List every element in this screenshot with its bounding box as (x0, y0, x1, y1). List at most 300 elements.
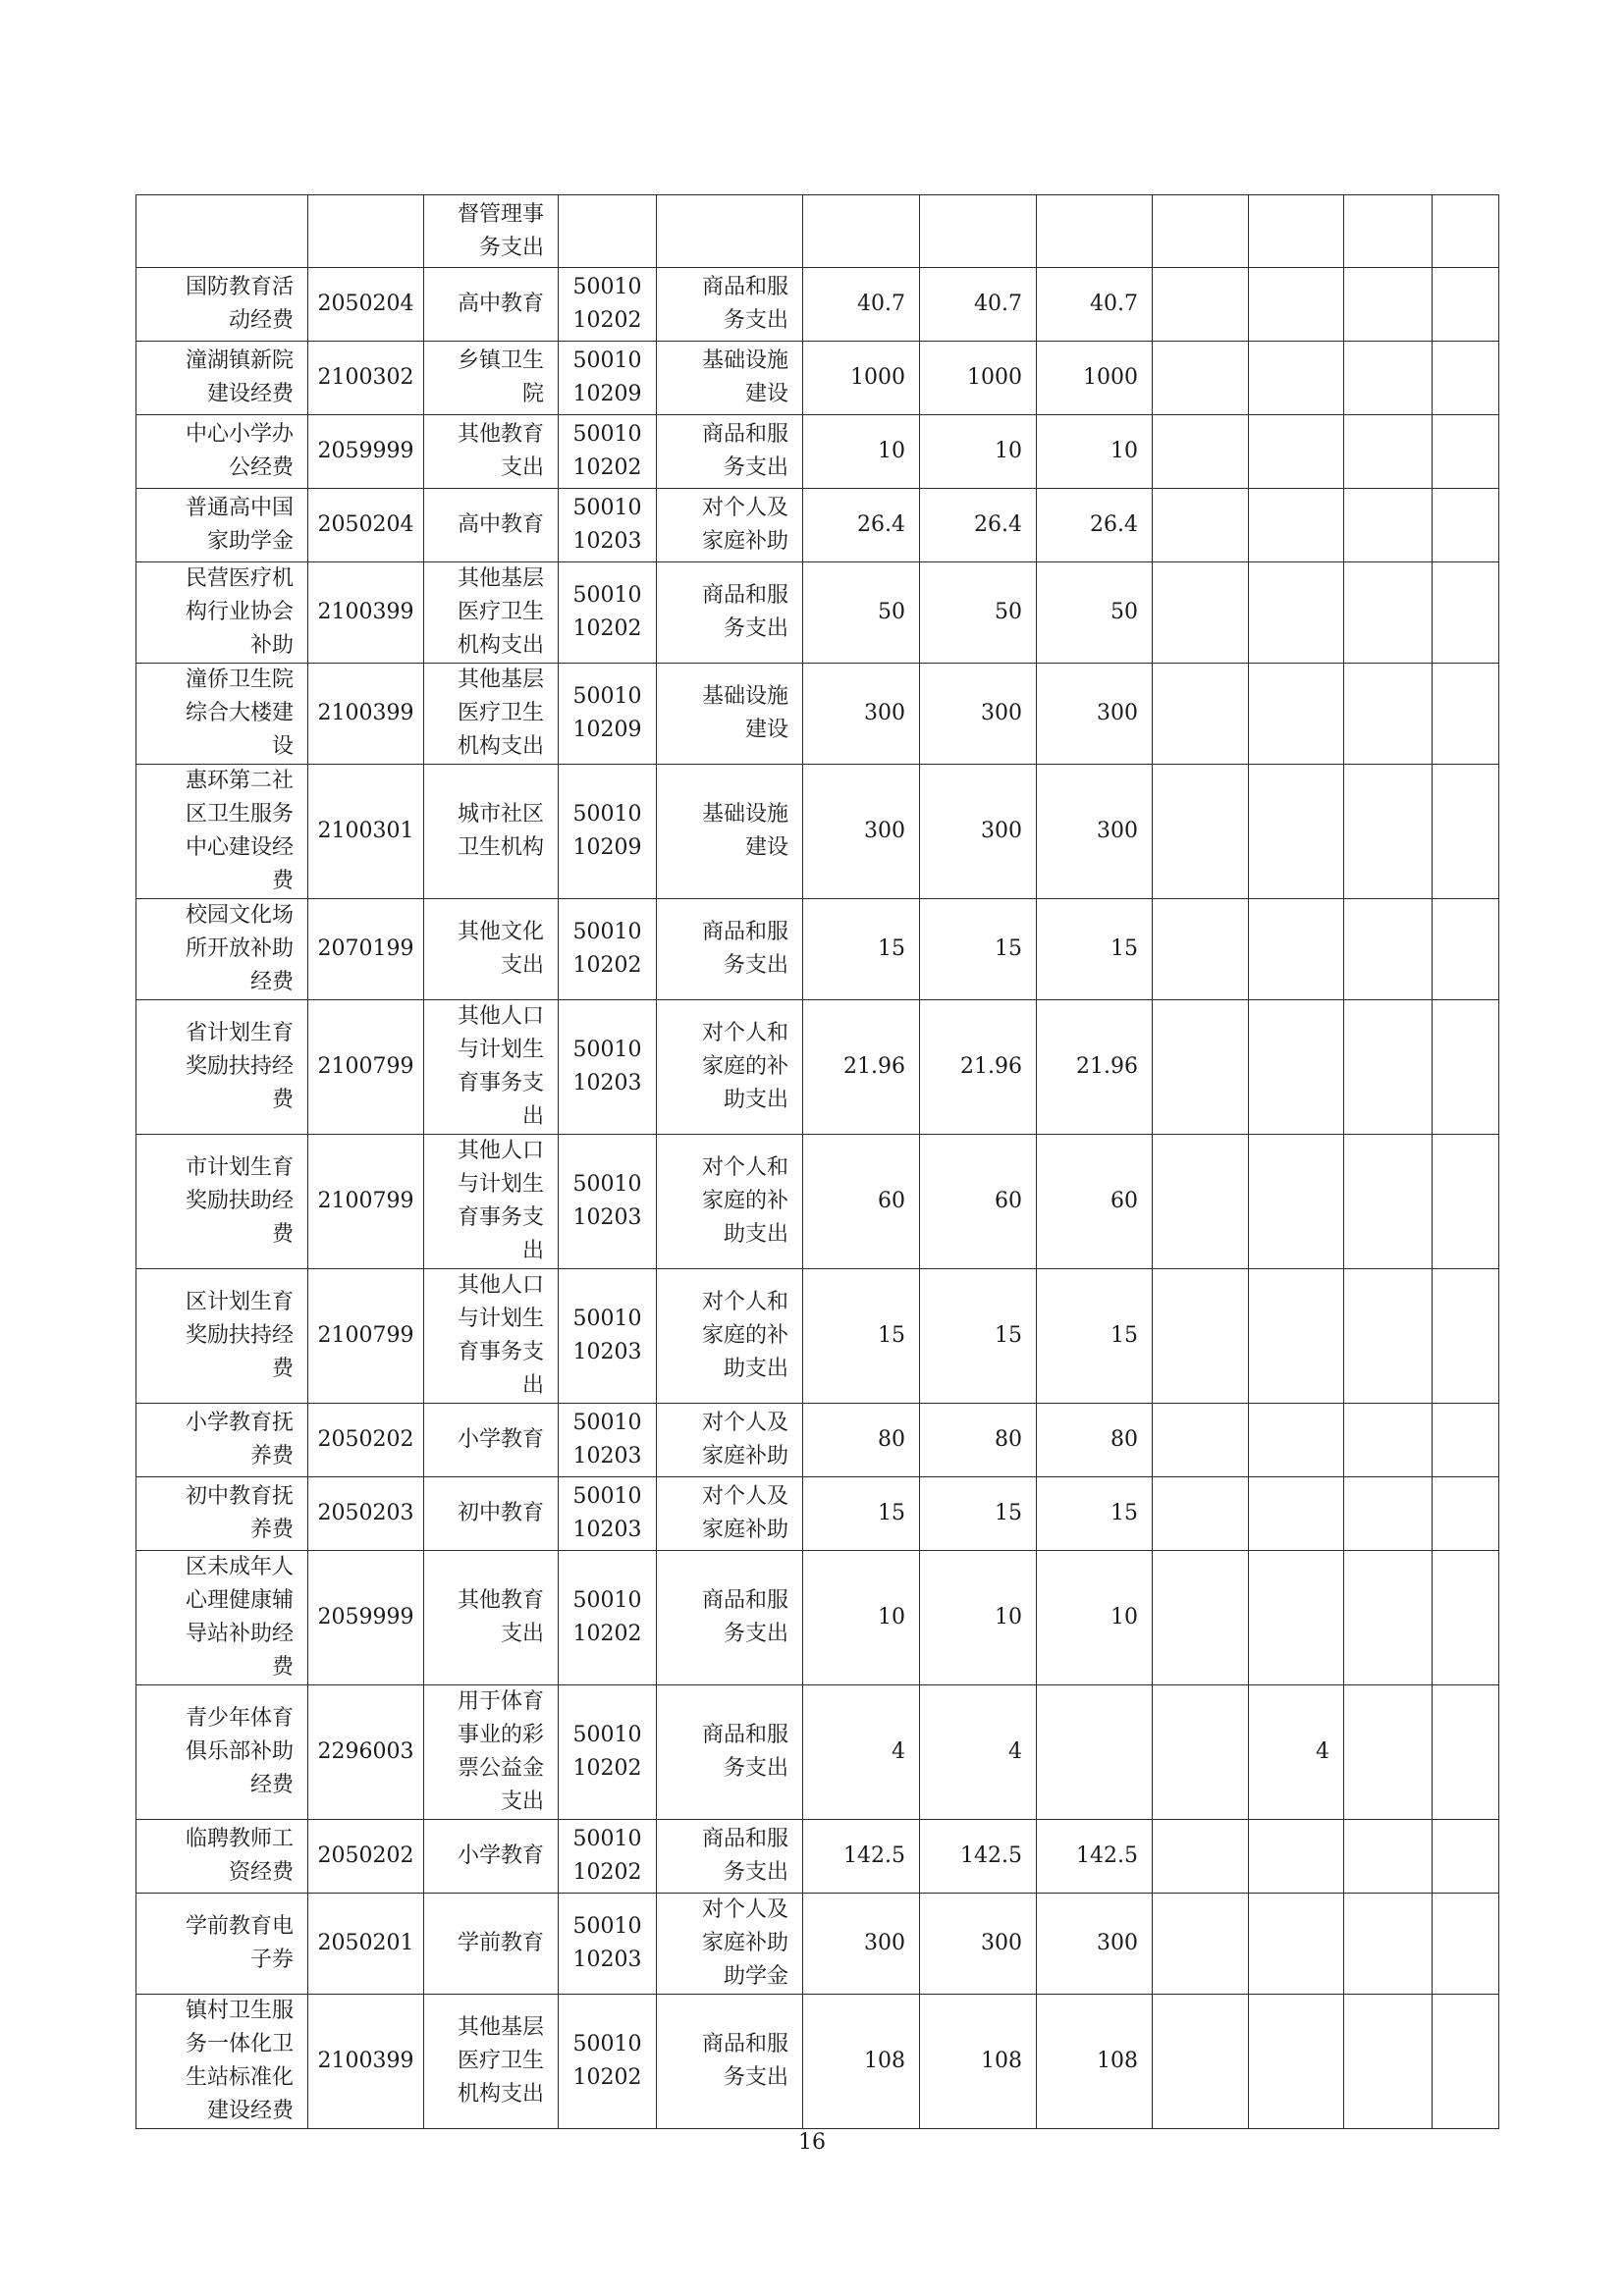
amount-cell-3 (1037, 1404, 1153, 1477)
function-code-cell-text: 2100799 (317, 1054, 414, 1079)
page-number: 16 (798, 2130, 826, 2155)
amount-cell-3 (1037, 899, 1153, 1000)
amount-cell-2 (920, 415, 1037, 489)
project-name-cell (136, 1000, 308, 1135)
total-amount-cell (803, 195, 920, 268)
project-name-cell (136, 1820, 308, 1894)
function-name-cell (424, 195, 559, 268)
economic-name-cell (657, 765, 803, 899)
function-code-cell-text: 2050204 (317, 292, 414, 316)
amount-cell-4 (1153, 765, 1249, 899)
amount-cell-3 (1037, 664, 1153, 765)
economic-code-cell-text: 50010 10202 (572, 920, 642, 978)
amount-cell-3-text: 108 (1097, 2049, 1138, 2073)
project-name-cell-text: 惠环第二社 区卫生服务 中心建设经 费 (185, 769, 294, 893)
amount-cell-7 (1433, 268, 1499, 342)
amount-cell-2 (920, 562, 1037, 664)
function-code-cell (308, 268, 424, 342)
economic-code-cell (559, 415, 657, 489)
function-name-cell (424, 1000, 559, 1135)
function-name-cell (424, 342, 559, 415)
economic-name-cell (657, 1000, 803, 1135)
function-code-cell-text: 2100399 (317, 600, 414, 624)
function-code-cell (308, 1404, 424, 1477)
economic-code-cell-text: 50010 10209 (572, 684, 642, 742)
project-name-cell-text: 区计划生育 奖励扶持经 费 (185, 1290, 294, 1381)
project-name-cell-text: 初中教育抚 养费 (185, 1484, 294, 1542)
function-code-cell-text: 2100301 (317, 819, 414, 843)
total-amount-cell-text: 50 (878, 600, 905, 624)
amount-cell-2-text: 15 (995, 936, 1022, 961)
amount-cell-6 (1344, 1135, 1433, 1269)
amount-cell-3 (1037, 1269, 1153, 1404)
amount-cell-7 (1433, 562, 1499, 664)
economic-name-cell (657, 1894, 803, 1995)
table-row (136, 1135, 1499, 1269)
amount-cell-3-text: 1000 (1083, 365, 1138, 390)
amount-cell-2 (920, 765, 1037, 899)
amount-cell-2 (920, 899, 1037, 1000)
total-amount-cell (803, 1551, 920, 1685)
economic-name-cell (657, 342, 803, 415)
amount-cell-2 (920, 268, 1037, 342)
function-code-cell-text: 2050202 (317, 1843, 414, 1868)
amount-cell-7 (1433, 1894, 1499, 1995)
amount-cell-4 (1153, 489, 1249, 562)
amount-cell-2-text: 108 (981, 2049, 1022, 2073)
economic-code-cell-text: 50010 10203 (572, 1038, 642, 1095)
function-name-cell (424, 1685, 559, 1820)
economic-code-cell (559, 268, 657, 342)
amount-cell-2 (920, 1477, 1037, 1551)
amount-cell-2-text: 21.96 (960, 1054, 1022, 1079)
amount-cell-5 (1249, 562, 1344, 664)
function-name-cell (424, 268, 559, 342)
function-code-cell-text: 2100799 (317, 1189, 414, 1213)
economic-code-cell-text: 50010 10202 (572, 1827, 642, 1885)
function-name-cell (424, 1269, 559, 1404)
economic-name-cell-text: 商品和服 务支出 (701, 583, 788, 641)
function-code-cell (308, 1135, 424, 1269)
amount-cell-3 (1037, 562, 1153, 664)
economic-code-cell-text: 50010 10203 (572, 1411, 642, 1468)
amount-cell-3 (1037, 268, 1153, 342)
economic-code-cell-text: 50010 10203 (572, 1307, 642, 1364)
amount-cell-7 (1433, 1477, 1499, 1551)
table-row (136, 1404, 1499, 1477)
economic-name-cell-text: 对个人和 家庭的补 助支出 (701, 1021, 788, 1112)
economic-name-cell (657, 489, 803, 562)
amount-cell-2 (920, 1404, 1037, 1477)
amount-cell-5 (1249, 664, 1344, 765)
amount-cell-5 (1249, 1551, 1344, 1685)
project-name-cell (136, 664, 308, 765)
table-body (136, 195, 1499, 2129)
economic-name-cell-text: 商品和服 务支出 (701, 1827, 788, 1885)
total-amount-cell-text: 300 (864, 1931, 905, 1955)
function-code-cell-text: 2100399 (317, 2049, 414, 2073)
amount-cell-6 (1344, 415, 1433, 489)
project-name-cell (136, 765, 308, 899)
amount-cell-4 (1153, 268, 1249, 342)
table-row (136, 195, 1499, 268)
amount-cell-2 (920, 1269, 1037, 1404)
total-amount-cell (803, 1135, 920, 1269)
amount-cell-2-text: 1000 (967, 365, 1022, 390)
economic-name-cell-text: 商品和服 务支出 (701, 1723, 788, 1781)
economic-code-cell-text: 50010 10203 (572, 496, 642, 554)
amount-cell-7 (1433, 342, 1499, 415)
project-name-cell (136, 268, 308, 342)
amount-cell-7 (1433, 1269, 1499, 1404)
amount-cell-2-text: 60 (995, 1189, 1022, 1213)
project-name-cell (136, 1551, 308, 1685)
amount-cell-4 (1153, 1269, 1249, 1404)
economic-code-cell (559, 562, 657, 664)
economic-name-cell (657, 899, 803, 1000)
amount-cell-3 (1037, 765, 1153, 899)
amount-cell-4 (1153, 1135, 1249, 1269)
table-row (136, 1000, 1499, 1135)
economic-code-cell (559, 765, 657, 899)
economic-name-cell (657, 268, 803, 342)
amount-cell-5 (1249, 1995, 1344, 2129)
amount-cell-3 (1037, 1551, 1153, 1685)
amount-cell-2-text: 50 (995, 600, 1022, 624)
amount-cell-3-text: 60 (1110, 1189, 1138, 1213)
economic-name-cell-text: 商品和服 务支出 (701, 422, 788, 480)
amount-cell-3-text: 50 (1110, 600, 1138, 624)
project-name-cell-text: 镇村卫生服 务一体化卫 生站标准化 建设经费 (185, 1999, 294, 2123)
amount-cell-7 (1433, 1820, 1499, 1894)
amount-cell-2 (920, 1820, 1037, 1894)
function-code-cell (308, 489, 424, 562)
amount-cell-3-text: 15 (1110, 1323, 1138, 1348)
function-code-cell (308, 1995, 424, 2129)
total-amount-cell (803, 765, 920, 899)
amount-cell-7 (1433, 1000, 1499, 1135)
function-code-cell-text: 2059999 (317, 439, 414, 463)
total-amount-cell (803, 1995, 920, 2129)
amount-cell-2 (920, 1894, 1037, 1995)
economic-code-cell (559, 899, 657, 1000)
amount-cell-5 (1249, 1000, 1344, 1135)
function-code-cell (308, 1685, 424, 1820)
economic-code-cell-text: 50010 10202 (572, 1588, 642, 1646)
total-amount-cell-text: 4 (892, 1739, 905, 1764)
economic-code-cell (559, 195, 657, 268)
function-code-cell (308, 899, 424, 1000)
total-amount-cell-text: 15 (878, 1501, 905, 1525)
amount-cell-2-text: 15 (995, 1323, 1022, 1348)
economic-code-cell-text: 50010 10202 (572, 1723, 642, 1781)
function-code-cell (308, 664, 424, 765)
function-code-cell (308, 562, 424, 664)
amount-cell-2 (920, 664, 1037, 765)
amount-cell-6 (1344, 765, 1433, 899)
economic-code-cell (559, 1135, 657, 1269)
amount-cell-3-text: 300 (1097, 701, 1138, 725)
amount-cell-2 (920, 1995, 1037, 2129)
amount-cell-3 (1037, 1000, 1153, 1135)
economic-name-cell-text: 商品和服 务支出 (701, 275, 788, 333)
amount-cell-6 (1344, 1477, 1433, 1551)
function-code-cell (308, 342, 424, 415)
function-code-cell-text: 2050201 (317, 1931, 414, 1955)
function-code-cell-text: 2050203 (317, 1501, 414, 1525)
project-name-cell (136, 415, 308, 489)
economic-name-cell-text: 对个人和 家庭的补 助支出 (701, 1290, 788, 1381)
function-code-cell (308, 765, 424, 899)
amount-cell-5-text: 4 (1316, 1739, 1329, 1764)
project-name-cell-text: 中心小学办 公经费 (185, 422, 294, 480)
total-amount-cell (803, 1685, 920, 1820)
function-code-cell (308, 195, 424, 268)
function-code-cell-text: 2100399 (317, 701, 414, 725)
amount-cell-4 (1153, 342, 1249, 415)
total-amount-cell (803, 1404, 920, 1477)
project-name-cell-text: 学前教育电 子券 (185, 1914, 294, 1972)
table-row (136, 489, 1499, 562)
function-name-cell (424, 1551, 559, 1685)
amount-cell-4 (1153, 1820, 1249, 1894)
project-name-cell (136, 489, 308, 562)
total-amount-cell-text: 10 (878, 1605, 905, 1629)
project-name-cell-text: 校园文化场 所开放补助 经费 (185, 903, 294, 994)
function-name-cell (424, 899, 559, 1000)
total-amount-cell-text: 142.5 (843, 1843, 905, 1868)
total-amount-cell (803, 415, 920, 489)
economic-name-cell-text: 商品和服 务支出 (701, 2032, 788, 2090)
amount-cell-3-text: 142.5 (1076, 1843, 1138, 1868)
project-name-cell (136, 1269, 308, 1404)
amount-cell-5 (1249, 489, 1344, 562)
economic-name-cell-text: 商品和服 务支出 (701, 1588, 788, 1646)
amount-cell-2 (920, 489, 1037, 562)
function-name-cell-text: 高中教育 (457, 512, 544, 537)
amount-cell-4 (1153, 899, 1249, 1000)
economic-code-cell (559, 1820, 657, 1894)
function-name-cell (424, 1404, 559, 1477)
function-code-cell-text: 2100799 (317, 1323, 414, 1348)
amount-cell-3-text: 10 (1110, 439, 1138, 463)
amount-cell-2-text: 300 (981, 819, 1022, 843)
amount-cell-2-text: 300 (981, 1931, 1022, 1955)
total-amount-cell (803, 562, 920, 664)
project-name-cell-text: 小学教育抚 养费 (185, 1411, 294, 1468)
amount-cell-7 (1433, 1551, 1499, 1685)
amount-cell-2-text: 10 (995, 439, 1022, 463)
total-amount-cell (803, 1000, 920, 1135)
economic-name-cell (657, 1685, 803, 1820)
table-row (136, 1551, 1499, 1685)
amount-cell-6 (1344, 1269, 1433, 1404)
project-name-cell-text: 国防教育活 动经费 (185, 275, 294, 333)
economic-name-cell (657, 664, 803, 765)
amount-cell-2-text: 300 (981, 701, 1022, 725)
amount-cell-2 (920, 1551, 1037, 1685)
economic-code-cell (559, 1551, 657, 1685)
amount-cell-6 (1344, 1000, 1433, 1135)
function-name-cell-text: 学前教育 (457, 1931, 544, 1955)
table-row (136, 1269, 1499, 1404)
function-name-cell-text: 其他人口 与计划生 育事务支 出 (457, 1273, 544, 1398)
economic-code-cell (559, 664, 657, 765)
project-name-cell-text: 潼侨卫生院 综合大楼建 设 (185, 667, 294, 759)
amount-cell-5 (1249, 342, 1344, 415)
amount-cell-3 (1037, 1894, 1153, 1995)
project-name-cell-text: 青少年体育 俱乐部补助 经费 (185, 1706, 294, 1797)
amount-cell-2-text: 15 (995, 1501, 1022, 1525)
economic-code-cell-text: 50010 10202 (572, 275, 642, 333)
amount-cell-5 (1249, 268, 1344, 342)
amount-cell-7 (1433, 195, 1499, 268)
total-amount-cell-text: 40.7 (857, 292, 905, 316)
function-name-cell-text: 其他基层 医疗卫生 机构支出 (457, 2015, 544, 2107)
economic-code-cell (559, 1894, 657, 1995)
total-amount-cell-text: 1000 (850, 365, 905, 390)
project-name-cell-text: 临聘教师工 资经费 (185, 1827, 294, 1885)
amount-cell-4 (1153, 1995, 1249, 2129)
amount-cell-5 (1249, 1269, 1344, 1404)
function-name-cell-text: 用于体育 事业的彩 票公益金 支出 (457, 1689, 544, 1814)
amount-cell-5 (1249, 195, 1344, 268)
amount-cell-2-text: 40.7 (974, 292, 1022, 316)
economic-name-cell-text: 基础设施 建设 (701, 802, 788, 860)
amount-cell-3 (1037, 1477, 1153, 1551)
table-row (136, 765, 1499, 899)
amount-cell-7 (1433, 1995, 1499, 2129)
economic-name-cell (657, 1995, 803, 2129)
economic-name-cell-text: 对个人及 家庭补助 (701, 1411, 788, 1468)
function-name-cell-text: 城市社区 卫生机构 (457, 802, 544, 860)
total-amount-cell (803, 1894, 920, 1995)
total-amount-cell-text: 108 (864, 2049, 905, 2073)
amount-cell-2 (920, 1135, 1037, 1269)
total-amount-cell-text: 80 (878, 1427, 905, 1452)
amount-cell-2 (920, 342, 1037, 415)
amount-cell-3-text: 80 (1110, 1427, 1138, 1452)
amount-cell-3-text: 40.7 (1090, 292, 1138, 316)
project-name-cell (136, 1894, 308, 1995)
economic-code-cell (559, 489, 657, 562)
table-row (136, 1820, 1499, 1894)
economic-code-cell (559, 1685, 657, 1820)
total-amount-cell-text: 15 (878, 936, 905, 961)
amount-cell-5 (1249, 899, 1344, 1000)
amount-cell-6 (1344, 899, 1433, 1000)
function-name-cell (424, 1894, 559, 1995)
amount-cell-3-text: 10 (1110, 1605, 1138, 1629)
function-name-cell (424, 1135, 559, 1269)
amount-cell-6 (1344, 1995, 1433, 2129)
project-name-cell-text: 区未成年人 心理健康辅 导站补助经 费 (185, 1555, 294, 1680)
economic-code-cell (559, 1995, 657, 2129)
amount-cell-7 (1433, 899, 1499, 1000)
economic-name-cell (657, 1820, 803, 1894)
amount-cell-4 (1153, 415, 1249, 489)
amount-cell-3 (1037, 1820, 1153, 1894)
economic-name-cell-text: 基础设施 建设 (701, 348, 788, 406)
economic-code-cell-text: 50010 10209 (572, 802, 642, 860)
total-amount-cell-text: 26.4 (857, 512, 905, 537)
amount-cell-6 (1344, 1551, 1433, 1685)
amount-cell-3 (1037, 1995, 1153, 2129)
project-name-cell (136, 1135, 308, 1269)
function-code-cell (308, 1551, 424, 1685)
function-name-cell-text: 其他基层 医疗卫生 机构支出 (457, 667, 544, 759)
amount-cell-2-text: 4 (1008, 1739, 1022, 1764)
amount-cell-6 (1344, 489, 1433, 562)
function-name-cell-text: 小学教育 (457, 1427, 544, 1452)
function-code-cell-text: 2050204 (317, 512, 414, 537)
amount-cell-4 (1153, 1685, 1249, 1820)
total-amount-cell (803, 489, 920, 562)
economic-code-cell (559, 1269, 657, 1404)
amount-cell-2 (920, 1000, 1037, 1135)
table-row (136, 1685, 1499, 1820)
project-name-cell-text: 市计划生育 奖励扶助经 费 (185, 1155, 294, 1247)
function-name-cell-text: 其他人口 与计划生 育事务支 出 (457, 1004, 544, 1129)
amount-cell-2-text: 26.4 (974, 512, 1022, 537)
project-name-cell (136, 899, 308, 1000)
economic-code-cell (559, 342, 657, 415)
amount-cell-4 (1153, 1404, 1249, 1477)
total-amount-cell (803, 268, 920, 342)
amount-cell-5 (1249, 415, 1344, 489)
function-name-cell-text: 乡镇卫生 院 (457, 348, 544, 406)
economic-name-cell (657, 415, 803, 489)
amount-cell-3 (1037, 1685, 1153, 1820)
function-name-cell-text: 其他教育 支出 (457, 1588, 544, 1646)
amount-cell-5 (1249, 1477, 1344, 1551)
amount-cell-7 (1433, 765, 1499, 899)
project-name-cell (136, 1404, 308, 1477)
economic-code-cell-text: 50010 10202 (572, 583, 642, 641)
amount-cell-7 (1433, 415, 1499, 489)
amount-cell-2-text: 80 (995, 1427, 1022, 1452)
amount-cell-5 (1249, 1820, 1344, 1894)
project-name-cell-text: 民营医疗机 构行业协会 补助 (185, 566, 294, 658)
function-name-cell (424, 1995, 559, 2129)
function-name-cell (424, 1477, 559, 1551)
amount-cell-7 (1433, 1135, 1499, 1269)
function-code-cell (308, 1894, 424, 1995)
amount-cell-4 (1153, 1551, 1249, 1685)
amount-cell-4 (1153, 1894, 1249, 1995)
amount-cell-3-text: 300 (1097, 1931, 1138, 1955)
function-name-cell-text: 督管理事 务支出 (457, 201, 544, 260)
economic-code-cell (559, 1000, 657, 1135)
amount-cell-7 (1433, 1404, 1499, 1477)
amount-cell-3-text: 15 (1110, 936, 1138, 961)
total-amount-cell (803, 899, 920, 1000)
economic-name-cell (657, 1477, 803, 1551)
amount-cell-2-text: 10 (995, 1605, 1022, 1629)
project-name-cell (136, 1477, 308, 1551)
table-row (136, 1894, 1499, 1995)
economic-name-cell-text: 对个人及 家庭补助 (701, 496, 788, 554)
economic-code-cell-text: 50010 10203 (572, 1914, 642, 1972)
amount-cell-6 (1344, 268, 1433, 342)
amount-cell-3 (1037, 195, 1153, 268)
amount-cell-6 (1344, 1685, 1433, 1820)
amount-cell-5 (1249, 1685, 1344, 1820)
function-code-cell-text: 2059999 (317, 1605, 414, 1629)
project-name-cell-text: 省计划生育 奖励扶持经 费 (185, 1021, 294, 1112)
function-name-cell-text: 高中教育 (457, 292, 544, 316)
economic-name-cell (657, 1269, 803, 1404)
